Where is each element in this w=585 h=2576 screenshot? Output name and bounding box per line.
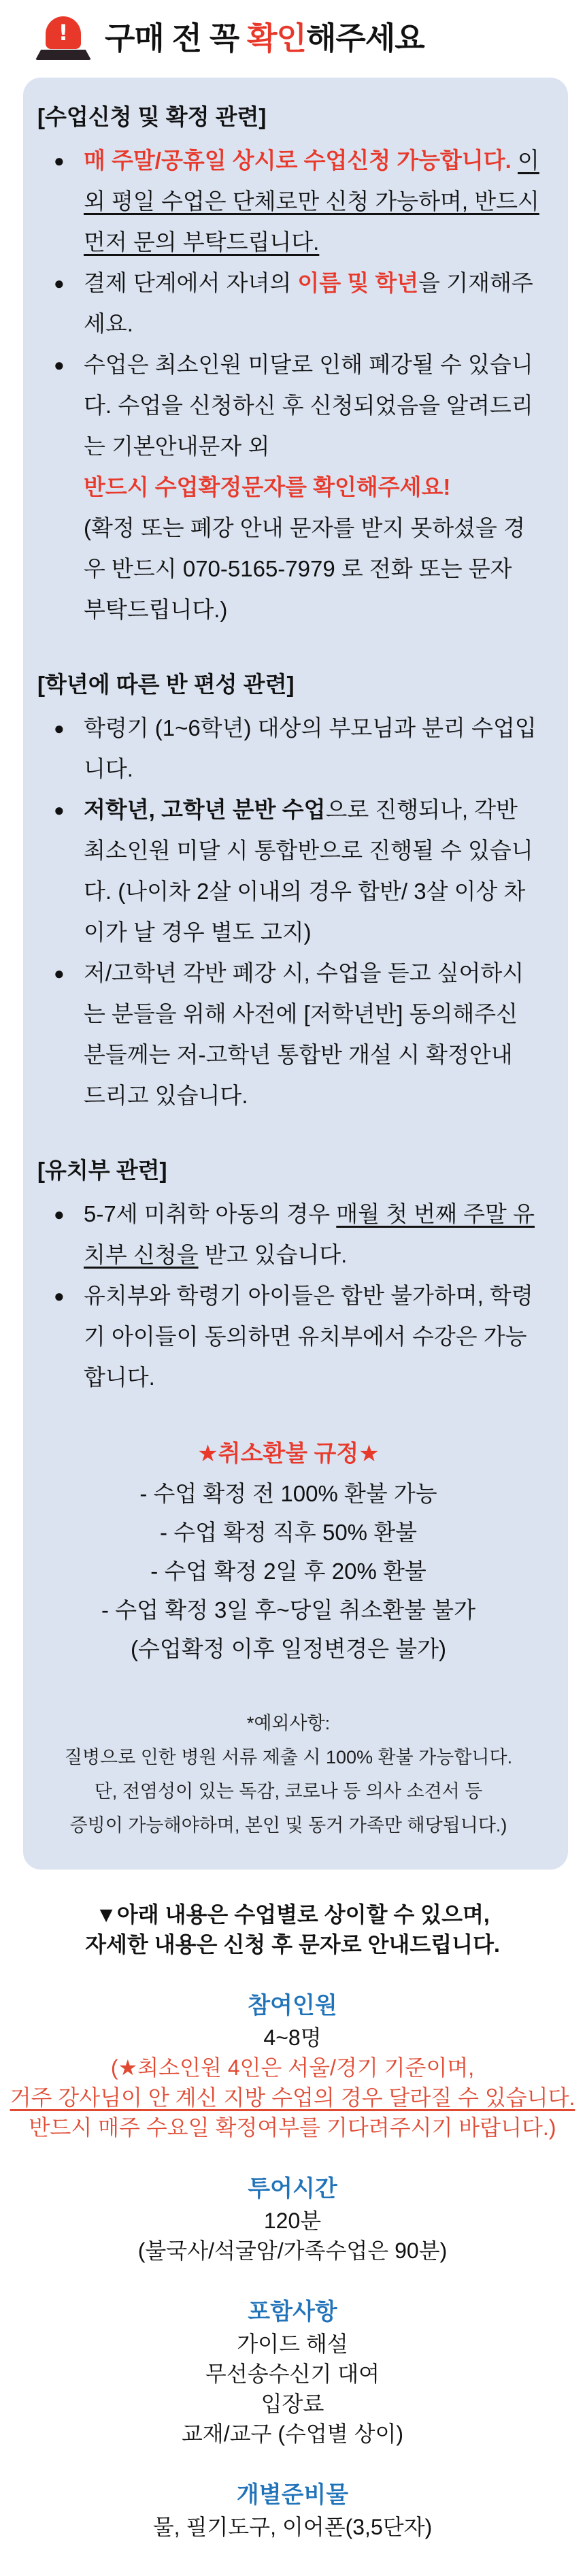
bullet-item <box>54 344 539 630</box>
bullet-dot: ● <box>54 718 65 738</box>
per-class-note <box>0 1900 585 1959</box>
section-heading-kindergarten: [유치부 관련] <box>37 1158 167 1183</box>
bullet-text-segment: (확정 또는 폐강 안내 문자를 받지 못하셨을 경우 반드시 070-5165-7979 로 전화 또는 문자 부탁드립니다.) <box>84 515 525 622</box>
info-line: 반드시 매주 수요일 확정여부를 기다려주시기 바랍니다.) <box>29 2115 556 2140</box>
bullet-dot: ● <box>54 150 65 171</box>
bullet-text-segment: 저/고학년 각반 폐강 시, 수업을 듣고 싶어하시는 분들을 위해 사전에 [저학년반] 동의해주신 분들께는 저-고학년 통합반 개설 시 확정안내 드리고 있습니다. <box>84 960 524 1108</box>
bullet-dot: ● <box>54 355 65 375</box>
bullet-item <box>54 1194 539 1275</box>
bullet-text-segment: 유치부와 학령기 아이들은 합반 불가하며, 학령기 아이들이 동의하면 유치부에서 수강은 가능합니다. <box>84 1283 533 1390</box>
bullet-dot: ● <box>54 800 65 820</box>
info-line: 거주 강사님이 안 계신 지방 수업의 경우 달라질 수 있습니다. <box>10 2085 575 2110</box>
info-section-included <box>0 2297 585 2449</box>
section-bullets <box>37 708 539 1116</box>
bullet-text <box>84 708 539 789</box>
siren-icon: ! <box>35 16 91 60</box>
info-line: 가이드 해설 <box>237 2332 348 2356</box>
page-title <box>105 20 424 56</box>
exception-note-line: 질병으로 인한 병원 서류 제출 시 100% 환불 가능합니다. <box>64 1747 513 1767</box>
page-title-highlight: 확인 <box>247 20 306 56</box>
section-heading-grade-grouping: [학년에 따른 반 편성 관련] <box>37 672 295 697</box>
section-bullets <box>37 140 539 630</box>
bullet-text <box>84 263 539 344</box>
info-section-participants <box>0 1991 585 2142</box>
bullet-text-segment: 이 외 평일 수업은 단체로만 신청 가능하며, 반드시 먼저 문의 부탁드립니다. <box>84 148 539 255</box>
bullet-text <box>84 344 539 630</box>
page-title-prefix: 구매 전 꼭 <box>105 20 248 56</box>
bullet-text <box>84 1275 539 1398</box>
bullet-item <box>54 953 539 1116</box>
page-title-suffix: 해주세요 <box>305 20 424 56</box>
info-line: 물, 필기도구, 이어폰(3,5단자) <box>152 2515 433 2539</box>
refund-policy-line: - 수업 확정 2일 후 20% 환불 <box>150 1559 427 1584</box>
bullet-item <box>54 789 539 953</box>
bullet-item <box>54 263 539 344</box>
bullet-text-segment: 학령기 (1~6학년) 대상의 부모님과 분리 수업입니다. <box>84 715 537 781</box>
bullet-text-segment: 반드시 수업확정문자를 확인해주세요! <box>84 474 451 500</box>
bullet-text-segment: 이름 및 학년 <box>297 270 419 295</box>
bullet-text-segment <box>512 148 518 173</box>
bullet-item <box>54 708 539 789</box>
bullet-text-segment: 매 주말/공휴일 상시로 수업신청 가능합니다. <box>84 148 512 173</box>
info-line: 4~8명 <box>263 2025 322 2050</box>
exception-note-line: *예외사항: <box>246 1713 331 1733</box>
bullet-text <box>84 953 539 1116</box>
refund-policy <box>37 1433 539 1668</box>
bullet-text-segment: 저학년, 고학년 분반 수업 <box>84 797 326 822</box>
refund-policy-heading: ★취소환불 규정★ <box>197 1441 380 1467</box>
notice-box <box>23 78 568 1870</box>
bullet-text-segment: 받고 있습니다. <box>198 1242 348 1267</box>
info-heading-participants: 참여인원 <box>248 1993 337 2019</box>
info-line: 무선송수신기 대여 <box>205 2362 380 2386</box>
bullet-text <box>84 789 539 953</box>
section-heading-registration: [수업신청 및 확정 관련] <box>37 104 267 129</box>
bullet-dot: ● <box>54 273 65 293</box>
bullet-text-segment: 5-7세 미취학 아동의 경우 <box>84 1201 337 1226</box>
exception-note-line: 증빙이 가능해야하며, 본인 및 동거 가족만 해당됩니다.) <box>69 1815 507 1836</box>
bullet-item <box>54 1275 539 1398</box>
info-line: 교재/교구 (수업별 상이) <box>181 2422 404 2446</box>
bullet-text-segment: 결제 단계에서 자녀의 <box>84 270 298 295</box>
info-heading-personal-items: 개별준비물 <box>236 2482 349 2508</box>
bullet-text-segment: 으로 진행되나, 각반 최소인원 미달 시 통합반으로 진행될 수 있습니다. (나이차 2살 이내의 경우 합반/ 3살 이상 차이가 날 경우 별도 고지) <box>84 797 533 945</box>
info-heading-duration: 투어시간 <box>248 2176 337 2202</box>
bullet-text <box>84 1194 539 1275</box>
bullet-text-segment: 매월 첫 번째 주말 유치부 신청을 <box>84 1201 535 1267</box>
bullet-dot: ● <box>54 1204 65 1224</box>
info-line: 120분 <box>263 2208 322 2233</box>
per-class-note-line: ▼아래 내용은 수업별로 상이할 수 있으며, <box>95 1902 490 1927</box>
bullet-item <box>54 140 539 263</box>
section-bullets <box>37 1194 539 1398</box>
info-line: (★최소인원 4인은 서울/경기 기준이며, <box>110 2055 475 2080</box>
page-header <box>35 16 585 60</box>
info-line: 입장료 <box>261 2392 324 2416</box>
bullet-text <box>84 140 539 263</box>
info-section-duration <box>0 2174 585 2266</box>
per-class-note-line: 자세한 내용은 신청 후 문자로 안내드립니다. <box>85 1932 500 1957</box>
notice-section-grade-grouping <box>37 664 539 1116</box>
refund-policy-line: - 수업 확정 직후 50% 환불 <box>160 1520 417 1545</box>
refund-policy-line: - 수업 확정 3일 후~당일 취소환불 불가 <box>101 1597 475 1623</box>
info-line: (불국사/석굴암/가족수업은 90분) <box>137 2238 448 2263</box>
exception-note-line: 단, 전염성이 있는 독감, 코로나 등 의사 소견서 등 <box>94 1781 483 1801</box>
bullet-dot: ● <box>54 1286 65 1306</box>
bullet-text-segment: 수업은 최소인원 미달로 인해 폐강될 수 있습니다. 수업을 신청하신 후 신청되었음을 알려드리는 기본안내문자 외 <box>84 352 533 459</box>
info-heading-included: 포함사항 <box>248 2299 337 2325</box>
notice-section-registration <box>37 97 539 630</box>
refund-policy-line: - 수업 확정 전 100% 환불 가능 <box>139 1481 437 1506</box>
info-section-personal-items <box>0 2480 585 2542</box>
exception-note <box>37 1706 539 1842</box>
bullet-dot: ● <box>54 963 65 983</box>
refund-policy-line: (수업확정 이후 일정변경은 불가) <box>131 1636 446 1661</box>
bullet-text-segment: 을 기재해주세요. <box>84 270 533 336</box>
notice-section-kindergarten <box>37 1150 539 1398</box>
